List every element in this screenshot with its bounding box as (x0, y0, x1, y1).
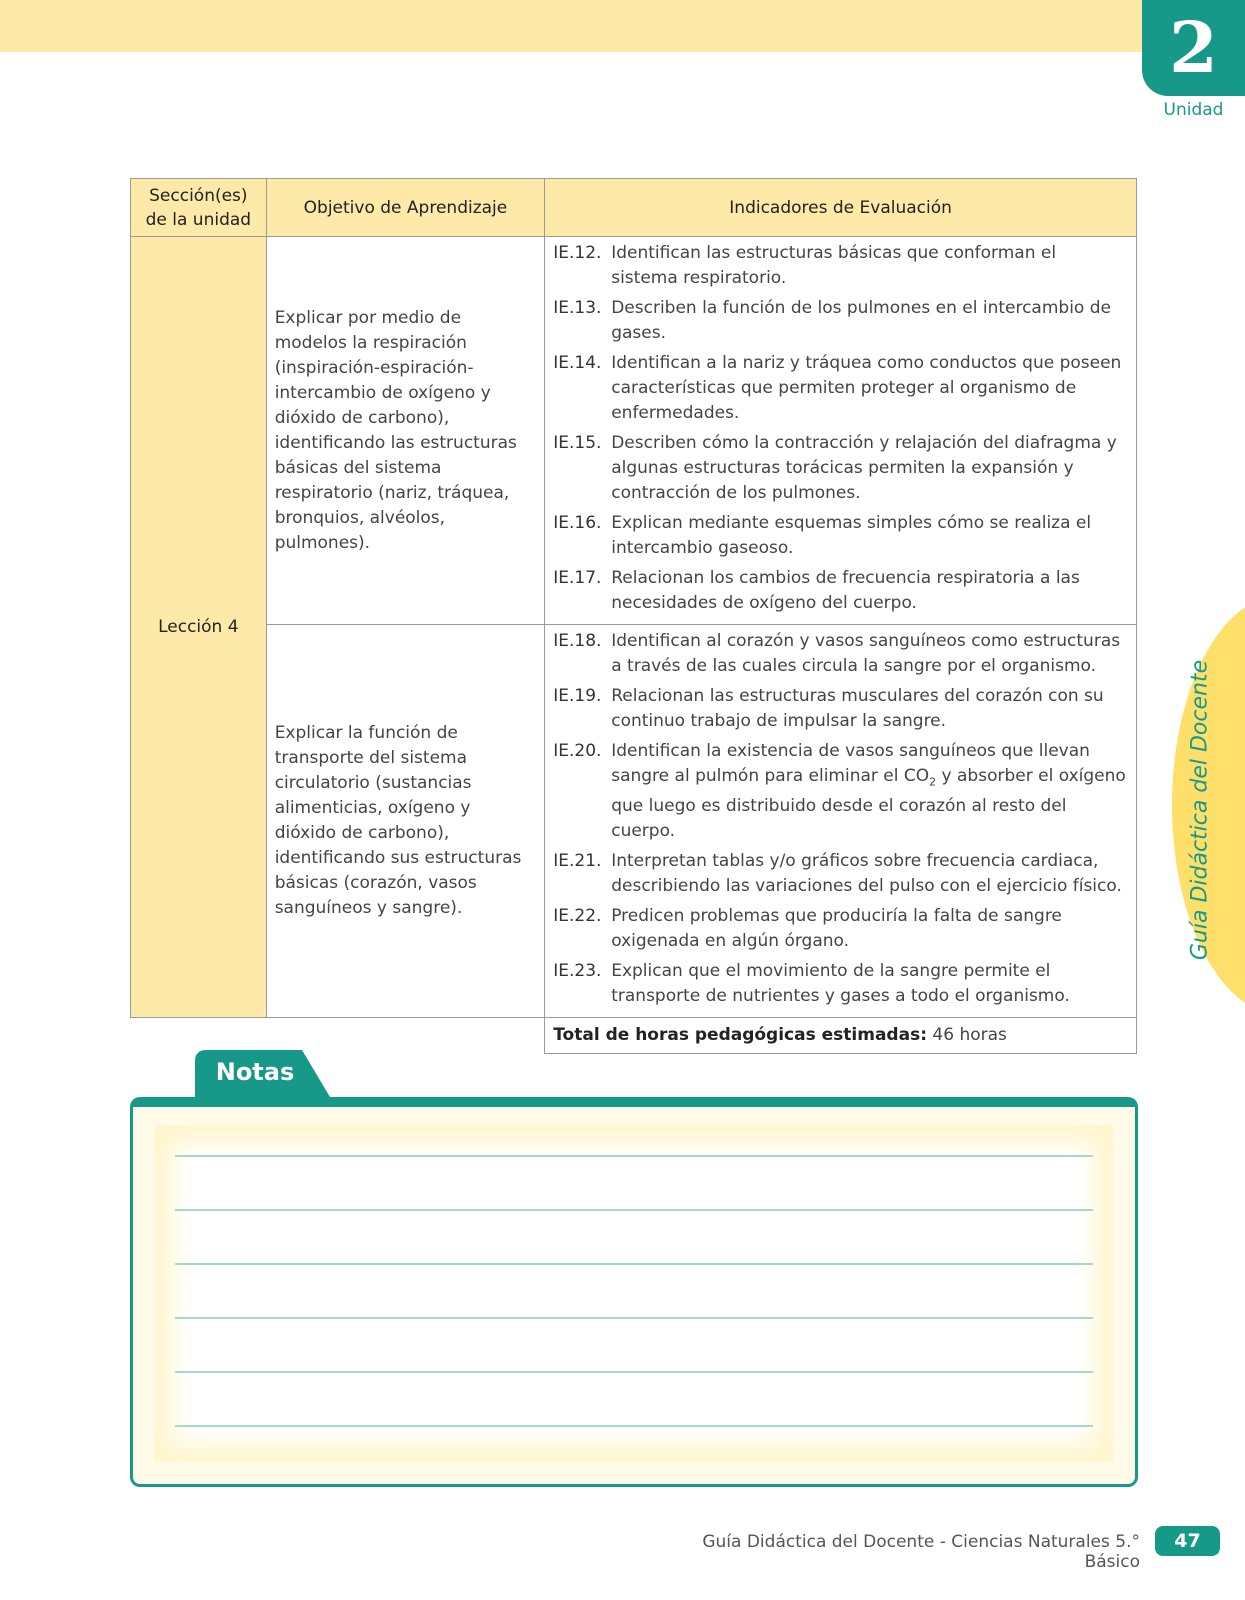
note-line (175, 1155, 1093, 1157)
learning-objectives-table (130, 178, 1137, 1054)
unit-label: Unidad (1163, 100, 1224, 120)
indicator-code: IE.15. (553, 433, 602, 453)
indicator-text: Describen cómo la contracción y relajación del diafragma y algunas estructuras torácicas permiten la expansión y contracción de los pulmones. (611, 433, 1117, 503)
indicator-item (553, 904, 1128, 954)
indicator-item (553, 629, 1128, 679)
section-cell: Lección 4 (131, 237, 267, 1018)
total-row (131, 1018, 1137, 1054)
note-line (175, 1263, 1093, 1265)
indicator-item (553, 739, 1128, 844)
footer-text: Guía Didáctica del Docente - Ciencias Naturales 5.° Básico (702, 1532, 1140, 1572)
indicator-item (553, 849, 1128, 899)
indicator-item (553, 241, 1128, 291)
indicator-item (553, 431, 1128, 506)
subscript: 2 (929, 775, 937, 789)
header-objective: Objetivo de Aprendizaje (266, 179, 545, 237)
indicators-cell (545, 237, 1137, 625)
indicator-code: IE.12. (553, 243, 602, 263)
notes-area (155, 1125, 1113, 1462)
notes-box (130, 1097, 1138, 1487)
indicator-text: Relacionan los cambios de frecuencia respiratoria a las necesidades de oxígeno del cuerpo. (611, 568, 1080, 613)
indicator-code: IE.17. (553, 568, 602, 588)
indicator-code: IE.22. (553, 906, 602, 927)
indicator-code: IE.19. (553, 686, 602, 706)
notes-title: Notas (215, 1058, 295, 1086)
indicator-text: Explican que el movimiento de la sangre permite el transporte de nutrientes y gases a todo el organismo. (611, 961, 1070, 1007)
objective-cell: Explicar la función de transporte del sistema circulatorio (sustancias alimenticias, oxígeno y dióxido de carbono), identificando sus estructuras básicas (corazón, vasos sanguíneos y sangre). (266, 625, 545, 1018)
indicator-item (553, 566, 1128, 616)
indicator-item (553, 296, 1128, 346)
indicator-code: IE.13. (553, 298, 602, 318)
indicator-code: IE.14. (553, 353, 602, 373)
total-hours-cell (545, 1018, 1137, 1054)
indicator-text: Describen la función de los pulmones en el intercambio de gases. (611, 298, 1111, 343)
indicator-code: IE.18. (553, 631, 602, 651)
indicator-text: Interpretan tablas y/o gráficos sobre frecuencia cardiaca, describiendo las variaciones del pulso con el ejercicio físico. (611, 851, 1122, 897)
note-line (175, 1317, 1093, 1319)
indicator-text-part: y absorber el oxígeno que luego es distribuido desde el corazón al resto del cuerpo. (611, 766, 1126, 842)
indicator-text: Identifican las estructuras básicas que conforman el sistema respiratorio. (611, 243, 1057, 288)
note-line (175, 1209, 1093, 1211)
side-tab-label: Guía Didáctica del Docente (1187, 659, 1213, 961)
indicator-text: Relacionan las estructuras musculares del corazón con su continuo trabajo de impulsar la sangre. (611, 686, 1104, 731)
page-number: 47 (1155, 1526, 1220, 1556)
indicator-code: IE.16. (553, 513, 602, 533)
table-header-row (131, 179, 1137, 237)
indicator-text: Identifican a la nariz y tráquea como conductos que poseen características que permiten proteger al organismo de enfermedades. (611, 353, 1122, 423)
indicator-item (553, 351, 1128, 426)
indicator-text (611, 739, 1128, 844)
indicator-item (553, 684, 1128, 734)
top-band (0, 0, 1142, 52)
indicator-code: IE.20. (553, 741, 602, 761)
header-indicators: Indicadores de Evaluación (545, 179, 1137, 237)
total-hours-value: 46 horas (927, 1025, 1007, 1046)
note-line (175, 1371, 1093, 1373)
indicator-text: Identifican al corazón y vasos sanguíneos como estructuras a través de las cuales circula la sangre por el organismo. (611, 631, 1121, 676)
header-section: Sección(es) de la unidad (131, 179, 267, 237)
indicators-cell (545, 625, 1137, 1018)
indicator-item (553, 959, 1128, 1009)
note-line (175, 1425, 1093, 1427)
objective-cell: Explicar por medio de modelos la respiración (inspiración-espiración-intercambio de oxígeno y dióxido de carbono), identificando las estructuras básicas del sistema respiratorio (nariz, tráquea, bronquios, alvéolos, pulmones). (266, 237, 545, 625)
indicator-code: IE.23. (553, 961, 602, 982)
indicator-text: Explican mediante esquemas simples cómo se realiza el intercambio gaseoso. (611, 513, 1092, 558)
indicator-text: Predicen problemas que produciría la falta de sangre oxigenada en algún órgano. (611, 906, 1062, 952)
indicator-item (553, 511, 1128, 561)
table-row (131, 237, 1137, 625)
total-hours-label: Total de horas pedagógicas estimadas: (553, 1025, 927, 1046)
indicator-code: IE.21. (553, 851, 602, 872)
indicator-text-part: Identifican la existencia de vasos sanguíneos que llevan sangre al pulmón para eliminar el CO (611, 741, 1090, 786)
table-row (131, 625, 1137, 1018)
unit-number-badge: 2 (1142, 0, 1245, 96)
